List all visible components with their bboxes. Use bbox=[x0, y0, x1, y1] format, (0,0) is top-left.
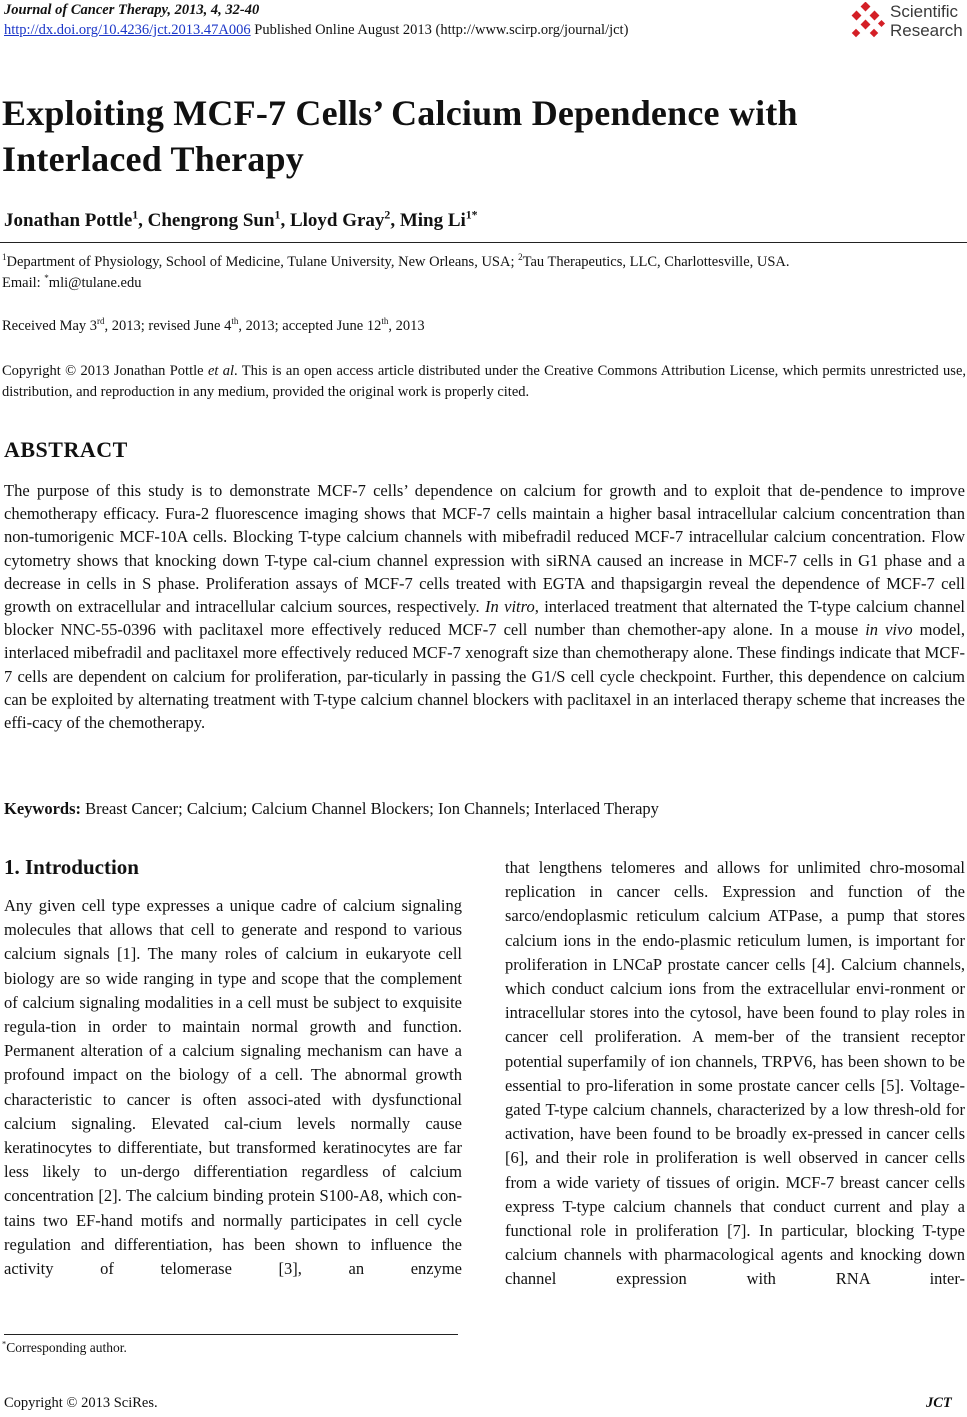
affiliation-2: Tau Therapeutics, LLC, Charlottesville, USA. bbox=[522, 254, 790, 270]
abstract-text: , interlaced treatment that alternated the T-type calcium channel blocker NNC-55-0396 with paclitaxel more effectively reduced MCF-7 cell number than chemother-apy alone. In a mouse bbox=[4, 597, 965, 640]
logo-text bbox=[890, 2, 963, 40]
logo-text-line2: Research bbox=[890, 21, 963, 40]
keywords bbox=[4, 799, 659, 819]
scientific-research-logo-icon bbox=[848, 2, 888, 42]
author-affil-sup: 1 bbox=[132, 208, 139, 222]
abstract-heading: ABSTRACT bbox=[4, 437, 128, 462]
affiliations bbox=[2, 252, 964, 294]
footer-journal-abbr: JCT bbox=[926, 1395, 952, 1411]
header-divider bbox=[0, 242, 967, 243]
abstract-text: model, interlaced mibefradil and paclitaxel more effectively reduced MCF-7 xenograft size than chemotherapy alone. These findings indicate that MCF-7 cells are dependent on calcium for proliferation, par-ticularly in passing the G1/S cell cycle checkpoint. Further, this dependence on calcium can be exploited by alternating treatment with T-type calcium channel blockers with paclitaxel in an interlaced therapy scheme that increases the effi-cacy of the chemotherapy. bbox=[4, 620, 965, 733]
published-info: Published Online August 2013 (http://www.scirp.org/journal/jct) bbox=[250, 22, 629, 38]
author-name: Jonathan Pottle bbox=[4, 210, 133, 231]
affil-sup: 1 bbox=[2, 252, 7, 263]
keywords-list: Breast Cancer; Calcium; Calcium Channel Blockers; Ion Channels; Interlaced Therapy bbox=[81, 799, 659, 818]
copyright-etal: et al bbox=[207, 363, 235, 379]
email-line bbox=[2, 273, 964, 294]
author-separator: , bbox=[390, 210, 400, 231]
doi-link[interactable]: http://dx.doi.org/10.4236/jct.2013.47A006 bbox=[4, 22, 251, 38]
copyright-notice bbox=[2, 361, 966, 403]
introduction-right-column: that lengthens telomeres and allows for unlimited chro-mosomal replication in cancer cells. Expression and function of the sarco/endoplasmic reticulum calcium ATPase, a pump that stores calcium ions in the endo-plasmic reticulum lumen, is important for proliferation in LNCaP prostate cancer cells [4]. Calcium channels, which conduct calcium ions from the extracellular envi-ronment or intracellular stores into the cytosol, have been found to play roles in cancer cell proliferation. A mem-ber of the transient receptor potential superfamily of ion channels, TRPV6, has been shown to be essential to pro-liferation in some prostate cancer cells [5]. Voltage-gated T-type calcium channels, characterized by a low thresh-old for activation, have been found to be broadly ex-pressed in cancer cells [6], and their role in proliferation is well observed in cancer cells from a wide variety of tissues of origin. MCF-7 breast cancer cells express T-type calcium channels that conduct current and play a functional role in proliferation [7]. In particular, blocking T-type calcium channels with pharmacological agents and knocking down channel expression with RNA inter- bbox=[505, 858, 965, 1289]
email-address[interactable]: mli@tulane.edu bbox=[48, 275, 142, 291]
author-list bbox=[4, 210, 478, 232]
author-separator: , bbox=[280, 210, 290, 231]
ordinal-sup: th bbox=[231, 316, 239, 327]
affil-sup: 2 bbox=[518, 252, 523, 263]
author-separator: , bbox=[138, 210, 148, 231]
abstract-body bbox=[4, 479, 965, 734]
doi-line bbox=[4, 22, 628, 39]
received-dates bbox=[2, 318, 425, 335]
footer-copyright: Copyright © 2013 SciRes. bbox=[4, 1395, 158, 1411]
revised-text: , 2013; revised June 4 bbox=[104, 318, 232, 334]
footnote-text: Corresponding author. bbox=[6, 1340, 127, 1355]
article-title: Exploiting MCF-7 Cells’ Calcium Dependence with Interlaced Therapy bbox=[2, 93, 798, 179]
abstract-italic: In vitro bbox=[485, 597, 535, 617]
abstract-italic: in vivo bbox=[865, 620, 913, 640]
logo-text-line1: Scientific bbox=[890, 2, 959, 21]
author-name: Ming Li bbox=[399, 210, 466, 231]
accepted-text: , 2013; accepted June 12 bbox=[238, 318, 382, 334]
keywords-label: Keywords: bbox=[4, 799, 81, 818]
section-heading-introduction: 1. Introduction bbox=[4, 855, 139, 879]
ordinal-sup: th bbox=[381, 316, 389, 327]
license-text: . This is an open access article distributed under the Creative Commons Attribution License, which permits unrestricted use, distribution, and reproduction in any medium, provided the original work is properly cited. bbox=[2, 363, 966, 400]
author-affil-sup: 1* bbox=[465, 208, 478, 222]
email-sup: * bbox=[44, 273, 49, 284]
email-label: Email: bbox=[2, 275, 45, 291]
affiliation-line bbox=[2, 252, 964, 273]
year-text: , 2013 bbox=[388, 318, 425, 334]
author-affil-sup: 1 bbox=[274, 208, 281, 222]
author-affil-sup: 2 bbox=[384, 208, 391, 222]
author-name: Chengrong Sun bbox=[147, 210, 275, 231]
received-text: Received May 3 bbox=[2, 318, 98, 334]
abstract-text: The purpose of this study is to demonstrate MCF-7 cells’ dependence on calcium for growth and to exploit that de-pendence to improve chemotherapy efficacy. Fura-2 fluorescence imaging shows that MCF-7 cells maintain a higher basal intracellular calcium concentration than non-tumorigenic MCF-10A cells. Blocking T-type calcium channels with mibefradil reduced MCF-7 intracellular calcium concentration. Flow cytometry shows that knocking down T-type cal-cium channel expression with siRNA caused an increase in MCF-7 cells in G1 phase and a decrease in cells in S phase. Proliferation assays of MCF-7 cells treated with EGTA and thapsigargin reveal the dependence of MCF-7 cell growth on extracellular and intracellular calcium sources, respectively. bbox=[4, 481, 965, 617]
footnote-sup: * bbox=[2, 1339, 7, 1349]
footnote-divider bbox=[4, 1334, 458, 1335]
ordinal-sup: rd bbox=[97, 316, 105, 327]
copyright-text: Copyright © 2013 Jonathan Pottle bbox=[2, 363, 208, 379]
introduction-left-column: Any given cell type expresses a unique cadre of calcium signaling molecules that allows that cell to generate and respond to various calcium signals [1]. The many roles of calcium in eukaryote cell biology are so wide ranging in type and scope that the complement of calcium signaling modalities in a cell must be subject to exquisite regula-tion in order to maintain normal growth and function. Permanent alteration of a calcium signaling mechanism can have a profound impact on the biology of a cell. The abnormal growth characteristic to cancer is often associ-ated with dysfunctional calcium signaling. Elevated cal-cium levels normally cause keratinocytes to differentiate, but transformed keratinocytes are far less likely to un-dergo differentiation regardless of calcium concentration [2]. The calcium binding protein S100-A8, which con-tains two EF-hand motifs and normally participates in cell cycle regulation and differentiation, has been shown to influence the activity of telomerase [3], an enzyme bbox=[4, 896, 462, 1279]
affiliation-1: Department of Physiology, School of Medicine, Tulane University, New Orleans, USA; bbox=[6, 254, 519, 270]
footnote bbox=[2, 1340, 127, 1356]
journal-reference: Journal of Cancer Therapy, 2013, 4, 32-40 bbox=[4, 2, 260, 18]
author-name: Lloyd Gray bbox=[289, 210, 385, 231]
publisher-logo bbox=[848, 2, 966, 42]
